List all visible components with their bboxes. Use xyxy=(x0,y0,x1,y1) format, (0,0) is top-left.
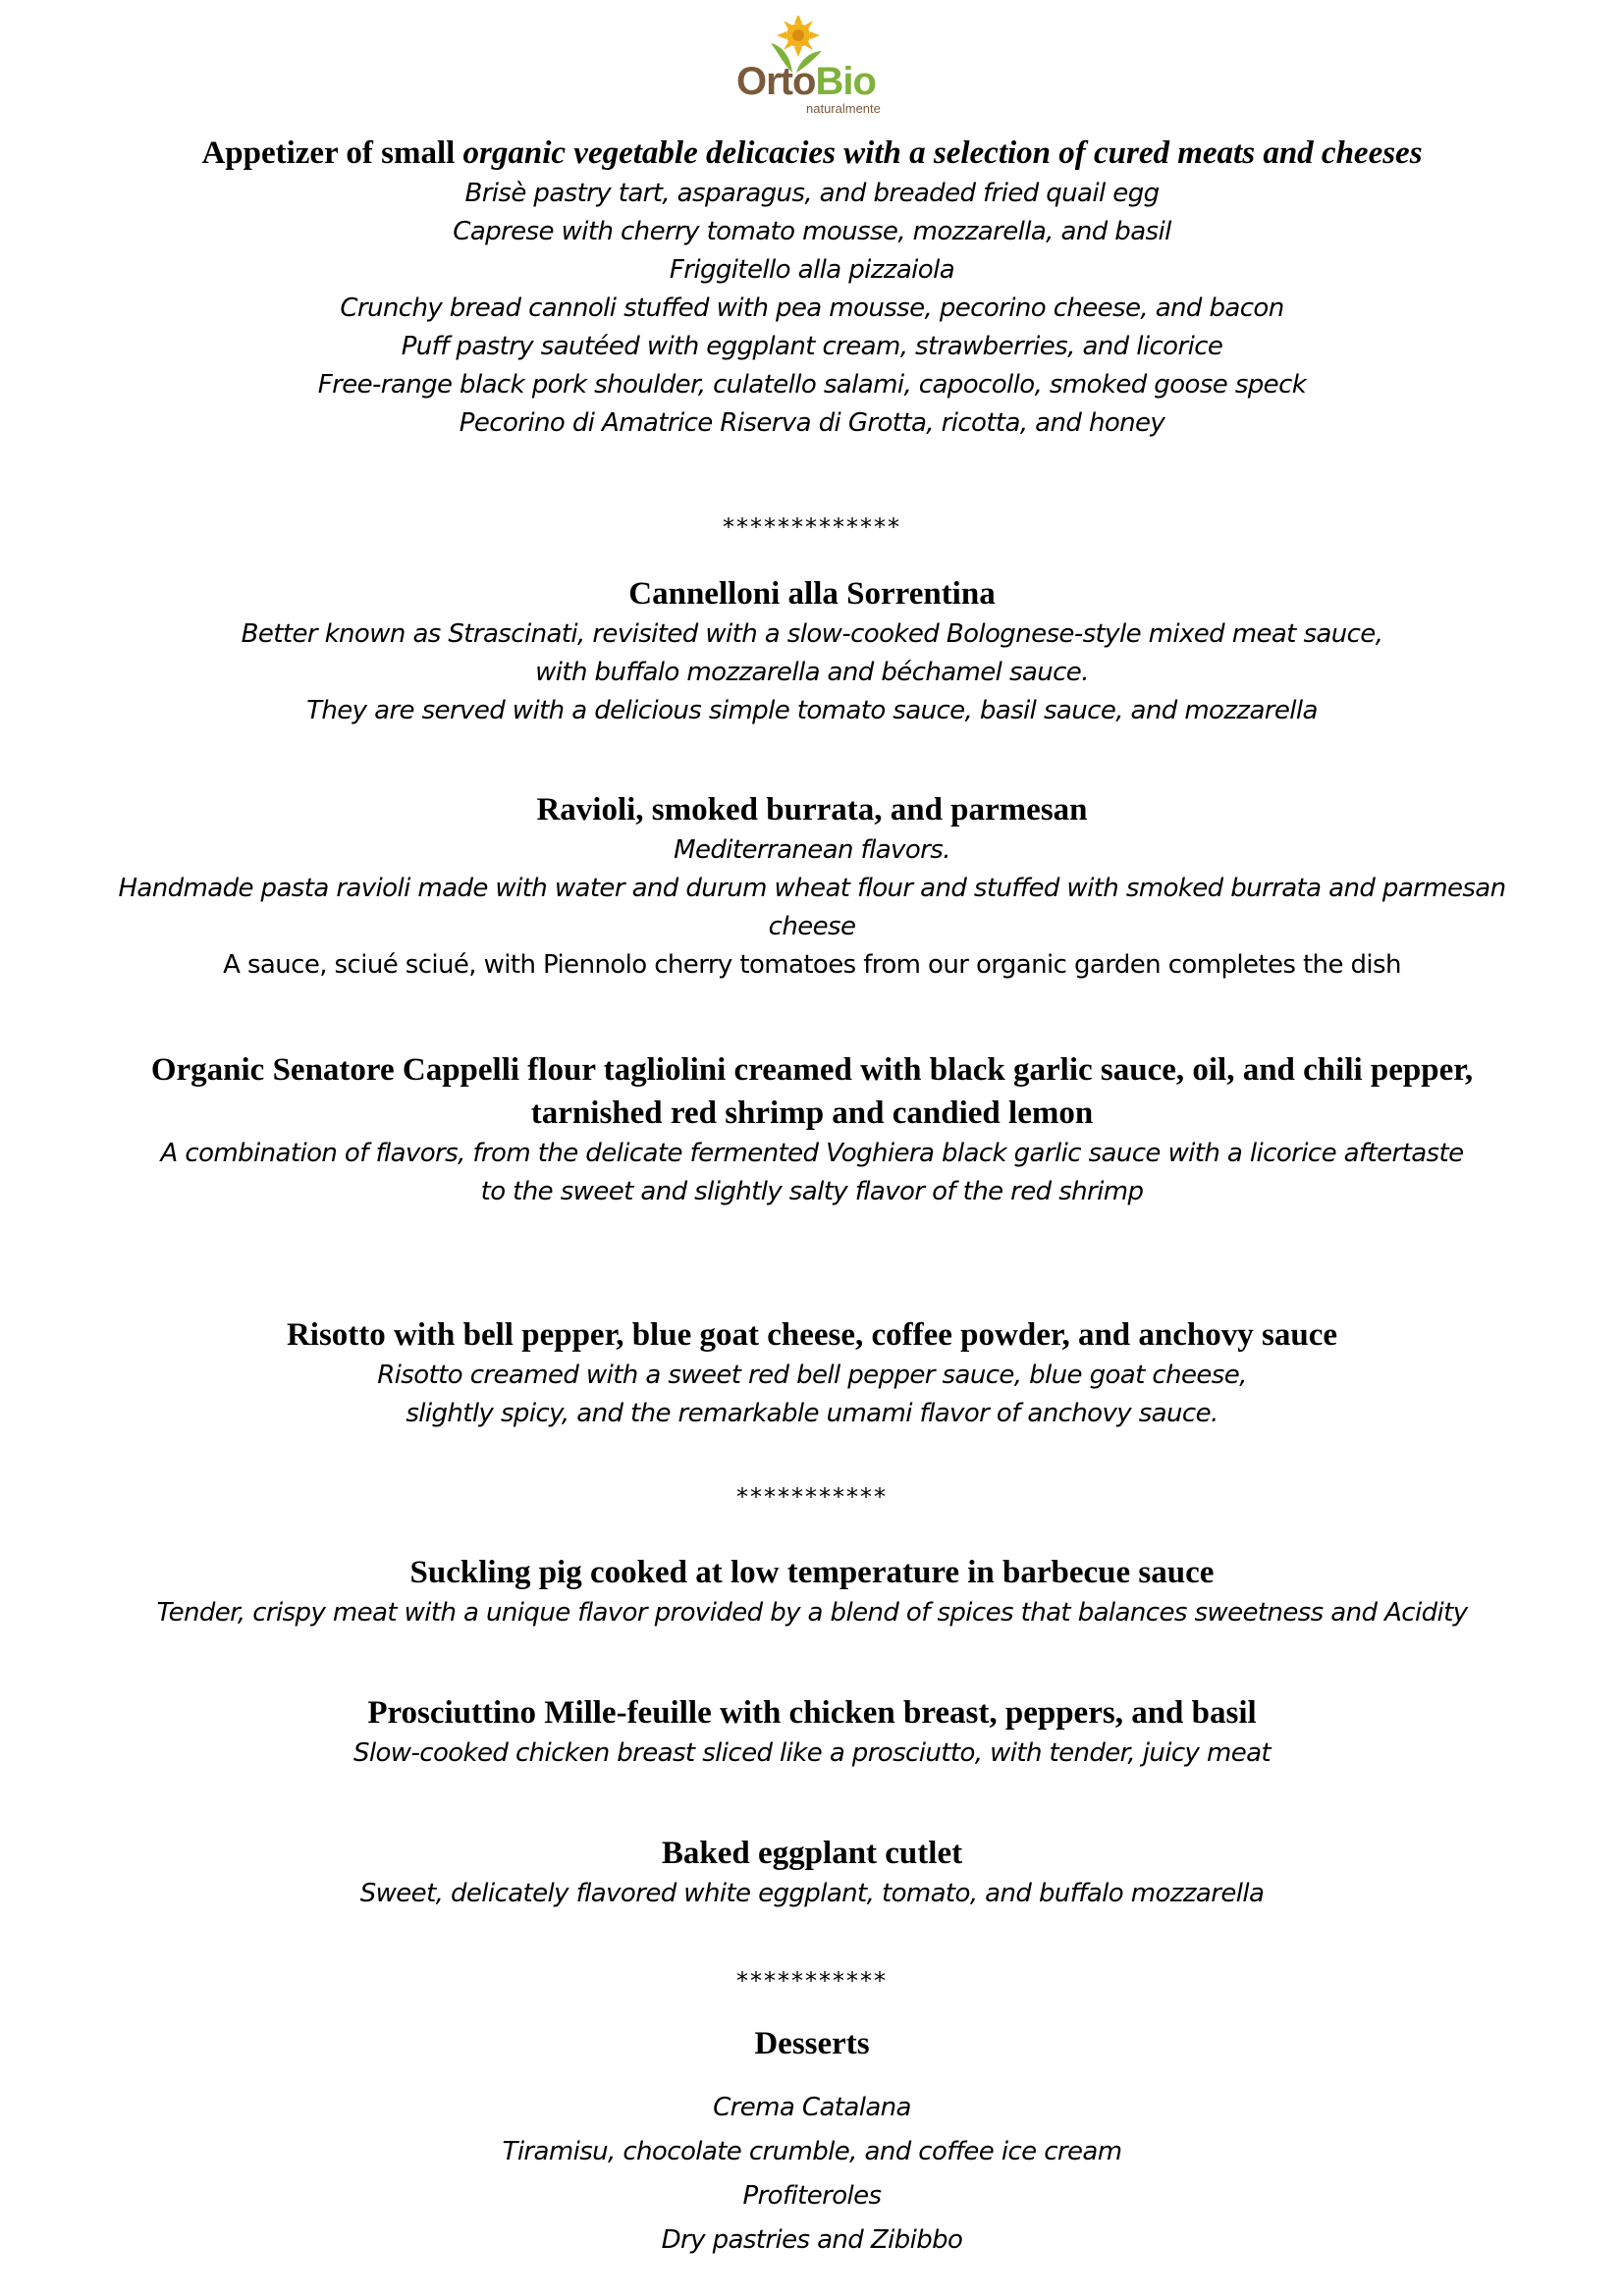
desserts-title: Desserts xyxy=(754,2026,870,2061)
tagliolini-section xyxy=(59,1048,1565,1211)
tagliolini-line: A combination of flavors, from the delicate fermented Voghiera black garlic sauce with a licorice aftertaste xyxy=(160,1139,1464,1168)
ravioli-line3: A sauce, sciué sciué, with Piennolo cherry tomatoes from our organic garden completes the dish xyxy=(223,950,1401,980)
prosciuttino-section xyxy=(59,1691,1565,1773)
suckling-pig-section xyxy=(59,1551,1565,1632)
cannelloni-line: They are served with a delicious simple tomato sauce, basil sauce, and mozzarella xyxy=(306,696,1318,725)
ravioli-section xyxy=(59,788,1565,985)
appetizer-items xyxy=(59,175,1565,443)
logo-wordmark xyxy=(736,59,903,104)
risotto-line: slightly spicy, and the remarkable umami flavor of anchovy sauce. xyxy=(406,1399,1218,1428)
cannelloni-line: with buffalo mozzarella and béchamel sauce. xyxy=(535,658,1089,687)
appetizer-item: Brisè pastry tart, asparagus, and breaded fried quail egg xyxy=(464,179,1160,208)
appetizer-section xyxy=(59,132,1565,443)
suckling-pig-description: Tender, crispy meat with a unique flavor provided by a blend of spices that balances sweetness and Acidity xyxy=(156,1598,1468,1628)
appetizer-item: Pecorino di Amatrice Riserva di Grotta, ricotta, and honey xyxy=(459,408,1165,438)
appetizer-title-italic: organic vegetable delicacies with a selection of cured meats and cheeses xyxy=(462,135,1423,171)
tagliolini-description xyxy=(59,1135,1565,1211)
eggplant-title: Baked eggplant cutlet xyxy=(661,1836,963,1871)
risotto-description xyxy=(59,1357,1565,1433)
appetizer-item: Friggitello alla pizzaiola xyxy=(669,255,955,285)
eggplant-section xyxy=(59,1832,1565,1913)
logo-tagline: naturalmente xyxy=(806,101,881,116)
ortobio-logo xyxy=(731,16,898,118)
cannelloni-description xyxy=(59,615,1565,730)
eggplant-description: Sweet, delicately flavored white eggplant, tomato, and buffalo mozzarella xyxy=(359,1879,1265,1908)
risotto-line: Risotto creamed with a sweet red bell pepper sauce, blue goat cheese, xyxy=(377,1361,1247,1390)
separator: *********** xyxy=(736,1967,888,1995)
dessert-item: Tiramisu, chocolate crumble, and coffee ice cream xyxy=(502,2137,1122,2166)
prosciuttino-title: Prosciuttino Mille-feuille with chicken breast, peppers, and basil xyxy=(367,1695,1257,1731)
desserts-items xyxy=(59,2086,1565,2263)
ravioli-line1: Mediterranean flavors. xyxy=(674,835,950,865)
appetizer-title xyxy=(59,132,1565,175)
ravioli-title: Ravioli, smoked burrata, and parmesan xyxy=(536,792,1088,828)
logo-bio: Bio xyxy=(815,60,876,103)
tagliolini-title-line1: Organic Senatore Cappelli flour tagliolini creamed with black garlic sauce, oil, and chili pepper, xyxy=(150,1052,1474,1088)
prosciuttino-description: Slow-cooked chicken breast sliced like a prosciutto, with tender, juicy meat xyxy=(352,1738,1272,1768)
appetizer-item: Crunchy bread cannoli stuffed with pea mousse, pecorino cheese, and bacon xyxy=(340,294,1284,323)
cannelloni-section xyxy=(59,572,1565,730)
cannelloni-title: Cannelloni alla Sorrentina xyxy=(628,576,996,612)
dessert-item: Crema Catalana xyxy=(713,2093,911,2122)
cannelloni-line: Better known as Strascinati, revisited with a slow-cooked Bolognese-style mixed meat sauce, xyxy=(241,619,1383,649)
separator: *********** xyxy=(736,1483,888,1511)
tagliolini-title-line2: tarnished red shrimp and candied lemon xyxy=(530,1095,1094,1131)
appetizer-item: Free-range black pork shoulder, culatello salami, capocollo, smoked goose speck xyxy=(317,370,1307,400)
appetizer-item: Puff pastry sautéed with eggplant cream, strawberries, and licorice xyxy=(401,332,1223,361)
dessert-item: Dry pastries and Zibibbo xyxy=(661,2225,963,2255)
desserts-section xyxy=(59,2022,1565,2263)
ravioli-line2: Handmade pasta ravioli made with water and durum wheat flour and stuffed with smoked burrata and parmesan cheese xyxy=(118,874,1506,941)
suckling-pig-title: Suckling pig cooked at low temperature in barbecue sauce xyxy=(409,1555,1215,1590)
appetizer-title-normal: Appetizer of small xyxy=(201,135,463,171)
risotto-section xyxy=(59,1313,1565,1433)
appetizer-item: Caprese with cherry tomato mousse, mozzarella, and basil xyxy=(453,217,1171,246)
logo-orto: Orto xyxy=(736,60,816,103)
dessert-item: Profiteroles xyxy=(742,2181,882,2211)
risotto-title: Risotto with bell pepper, blue goat cheese, coffee powder, and anchovy sauce xyxy=(286,1317,1338,1353)
separator: ************* xyxy=(723,513,901,541)
tagliolini-line: to the sweet and slightly salty flavor of the red shrimp xyxy=(480,1177,1144,1206)
